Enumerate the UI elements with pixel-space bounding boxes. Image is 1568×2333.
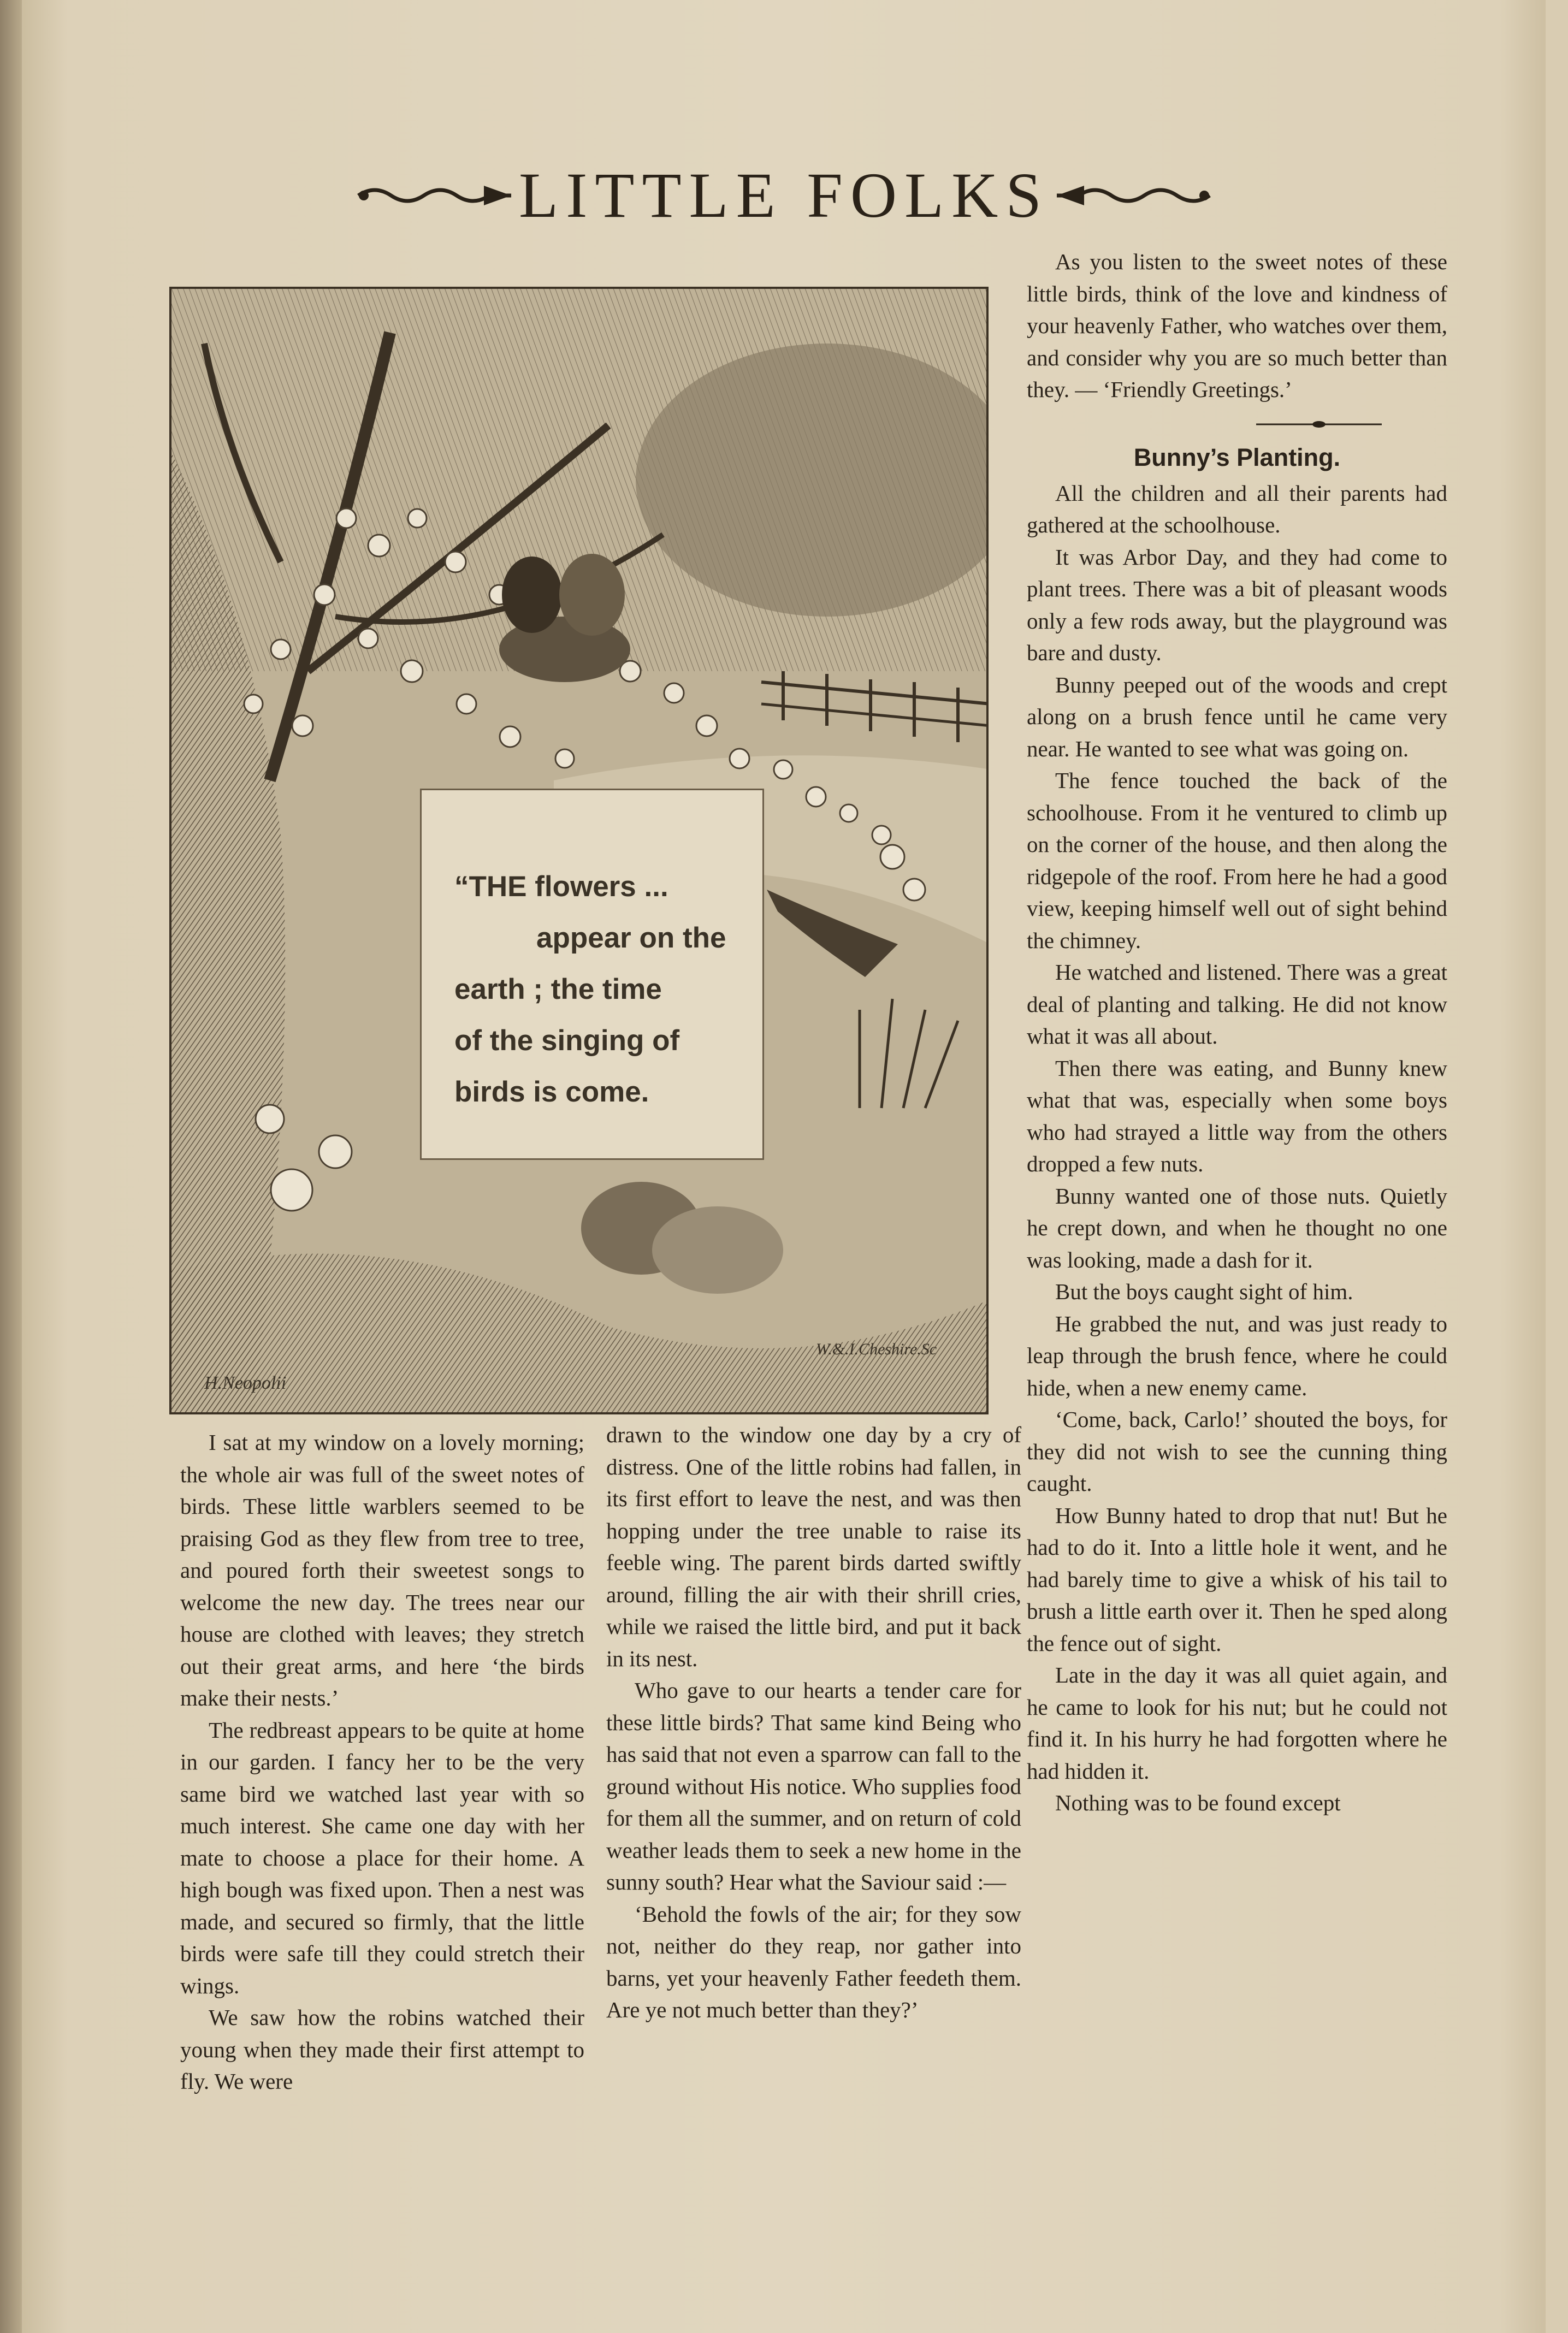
page-title: LITTLE FOLKS <box>519 159 1049 231</box>
paragraph: We saw how the robins watched their young when they made their first attempt to fly. We were <box>180 2005 584 2094</box>
spring-birds-engraving <box>169 287 989 1414</box>
binding-edge <box>0 0 22 2333</box>
paragraph: But the boys caught sight of him. <box>1055 1279 1353 1304</box>
article-column-2 <box>606 1419 1021 2026</box>
paragraph: ‘Come, back, Carlo!’ shouted the boys, for they did not wish to see the cunning thing caught. <box>1027 1407 1447 1496</box>
paragraph: Bunny peeped out of the woods and crept along on a brush fence until he came very near. He wanted to see what was going on. <box>1027 672 1447 761</box>
paragraph: Late in the day it was all quiet again, and he came to look for his nut; but he could not find it. In his hurry he had forgotten where he had hidden it. <box>1027 1662 1447 1784</box>
verse-caption-box <box>420 789 764 1160</box>
left-flourish-ornament <box>353 179 517 212</box>
article-column-1 <box>180 1426 584 2098</box>
paragraph: The redbreast appears to be quite at home in our garden. I fancy her to be the very same bird we watched last year with so much interest. She came one day with her mate to choose a place for their home. A high bough was fixed upon. Then a nest was made, and secured so firmly, that the little birds were safe till they could stretch their wings. <box>180 1717 584 1998</box>
paragraph: As you listen to the sweet notes of these little birds, think of the love and kindness of your heavenly Father, who watches over them, and consider why you are so much better than they. — ‘Friendly Greetings.’ <box>1027 249 1447 402</box>
verse-line: appear on the <box>536 922 726 954</box>
article-column-3 <box>1027 246 1447 1819</box>
paragraph: ‘Behold the fowls of the air; for they sow not, neither do they reap, nor gather into barns, yet your heavenly Father feedeth them. Are ye not much better than they?’ <box>606 1901 1021 2022</box>
paragraph: It was Arbor Day, and they had come to plant trees. There was a bit of pleasant woods only a few rods away, but the playground was bare and dusty. <box>1027 544 1447 665</box>
verse-line: earth ; the time <box>454 973 662 1005</box>
verse-line: “THE flowers ... <box>454 871 668 903</box>
engraver-signature: W.&.I.Cheshire.Sc <box>816 1340 937 1358</box>
paragraph: Nothing was to be found except <box>1055 1790 1341 1815</box>
story-title: Bunny’s Planting. <box>1133 443 1341 471</box>
verse-line: birds is come. <box>454 1076 649 1108</box>
paragraph: All the children and all their parents had gathered at the schoolhouse. <box>1027 480 1447 537</box>
verse-line: of the singing of <box>454 1025 680 1057</box>
paragraph: How Bunny hated to drop that nut! But he had to do it. Into a little hole it went, and he had barely time to give a whisk of his tail to brush a little earth over it. Then he sped along the fence out of sight. <box>1027 1502 1447 1656</box>
paragraph: He grabbed the nut, and was just ready to leap through the brush fence, where he could hide, when a new enemy came. <box>1027 1311 1447 1400</box>
artist-signature: H.Neopolii <box>204 1373 287 1393</box>
paragraph: Then there was eating, and Bunny knew what that was, especially when some boys who had strayed a little way from the others dropped a few nuts. <box>1027 1055 1447 1176</box>
paragraph: Who gave to our hearts a tender care for these little birds? That same kind Being who has said that not even a sparrow can fall to the ground without His notice. Who supplies food for them all the summer, and on return of cold weather leads them to seek a new home in the sunny south? Hear what the Saviour said :— <box>606 1678 1021 1894</box>
page-header <box>0 158 1568 240</box>
paragraph: Bunny wanted one of those nuts. Quietly he crept down, and when he thought no one was looking, made a dash for it. <box>1027 1183 1447 1272</box>
section-separator <box>1256 419 1382 429</box>
paragraph: I sat at my window on a lovely morning; the whole air was full of the sweet notes of birds. These little warblers seemed to be praising God as they flew from tree to tree, and poured forth their sweetest songs to welcome the new day. The trees near our house are clothed with leaves; they stretch out their great arms, and here ‘the birds make their nests.’ <box>180 1430 584 1710</box>
right-flourish-ornament <box>1051 179 1215 212</box>
paragraph: The fence touched the back of the schoolhouse. From it he ventured to climb up on the corner of the house, and then along the ridgepole of the roof. From here he had a good view, keeping himself well out of sight behind the chimney. <box>1027 768 1447 953</box>
paragraph: He watched and listened. There was a great deal of planting and talking. He did not know what it was all about. <box>1027 960 1447 1049</box>
paragraph: drawn to the window one day by a cry of distress. One of the little robins had fallen, in its first effort to leave the nest, and was then hopping under the tree unable to raise its feeble wing. The parent birds darted swiftly around, filling the air with their shrill cries, while we raised the little bird, and put it back in its nest. <box>606 1422 1021 1671</box>
